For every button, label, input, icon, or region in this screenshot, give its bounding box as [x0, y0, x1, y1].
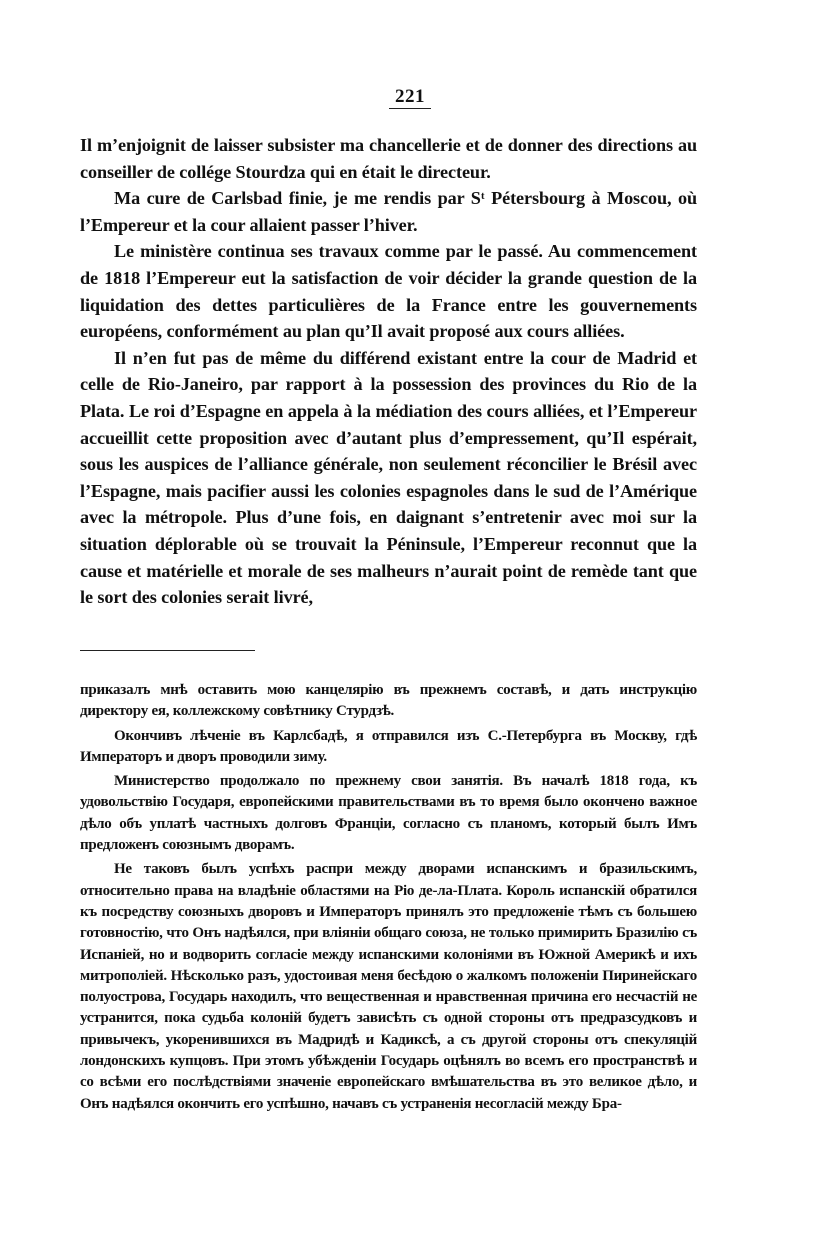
french-paragraph: Ma cure de Carlsbad finie, je me rendis par Sᵗ Pétersbourg à Moscou, où l’Empereur et la cour allaient passer l’hiver. — [80, 188, 697, 235]
french-paragraph: Il m’enjoignit de laisser subsister ma chancellerie et de donner des directions au conseiller de collége Stourdza qui en était le directeur. — [80, 135, 697, 182]
french-paragraph: Il n’en fut pas de même du différend existant entre la cour de Madrid et celle de Rio-Janeiro, par rapport à la possession des provinces du Rio de la Plata. Le roi d’Espagne en appela à la médiation des cours alliées, et l’Empereur accueillit cette proposition avec d’autant plus d’empressement, qu’Il espérait, sous les auspices de l’alliance générale, non seulement réconcilier le Brésil avec l’Espagne, mais pacifier aussi les colonies espagnoles dans le sud de l’Amérique avec la métropole. Plus d’une fois, en daignant s’entretenir avec moi sur la situation déplorable où se trouvait la Péninsule, l’Empereur reconnut que la cause et matérielle et morale de ses malheurs n’aurait point de remède tant que le sort des colonies serait livré, — [80, 347, 697, 608]
french-paragraph: Le ministère continua ses travaux comme par le passé. Au commencement de 1818 l’Empereur eut la satisfaction de voir décider la grande question de la liquidation des dettes particulières de la France entre les gouvernements européens, conformément au plan qu’Il avait proposé aux cours alliées. — [80, 241, 697, 342]
page-number — [0, 86, 820, 108]
french-text-block — [80, 132, 697, 611]
footnote-divider — [80, 650, 255, 651]
russian-paragraph: Министерство продолжало по прежнему свои занятія. Въ началѣ 1818 года, къ удовольствію Государя, европейскими правительствами въ то время было окончено важное дѣло объ уплатѣ частныхъ долговъ Франціи, согласно съ планомъ, который былъ Имъ предложенъ союзнымъ дворамъ. — [80, 773, 697, 854]
russian-paragraph: Окончивъ лѣченіе въ Карлсбадѣ, я отправился изъ С.-Петербурга въ Москву, гдѣ Императоръ и дворъ проводили зиму. — [80, 727, 697, 765]
russian-paragraph: Не таковъ былъ успѣхъ распри между дворами испанскимъ и бразильскимъ, относительно права на владѣніе областями на Ріо де-ла-Плата. Король испанскій обратился къ посредству союзныхъ дворовъ и Императоръ принялъ это предложеніе тѣмъ съ большею готовностію, что Онъ надѣялся, при вліяніи общаго союза, не только примирить Бразилію съ Испаніей, но и водворить согласіе между испанскими колоніями въ Южной Америкѣ и ихъ митрополіей. Нѣсколько разъ, удостоивая меня бесѣдою о жалкомъ положеніи Пиринейскаго полуострова, Государь находилъ, что вещественная и нравственная причина его несчастій не устранится, пока судьба колоній будетъ зависѣть съ одной стороны отъ предразсудковъ и привычекъ, укоренившихся въ Мадридѣ и Кадиксѣ, а съ другой стороны отъ спекуляцій лондонскихъ купцовъ. При этомъ убѣжденіи Государь оцѣнялъ во всемъ его пространствѣ и со всѣми его послѣдствіями значеніе европейскаго вмѣшательства въ это великое дѣло, и Онъ надѣялся окончить его успѣшно, начавъ съ устраненія несогласій между Бра- — [80, 861, 697, 1112]
russian-paragraph: приказалъ мнѣ оставить мою канцелярію въ прежнемъ составѣ, и дать инструкцію директору ея, коллежскому совѣтнику Стурдзѣ. — [80, 682, 697, 720]
russian-translation-block — [80, 680, 697, 1118]
page-number-text: 221 — [389, 86, 431, 109]
